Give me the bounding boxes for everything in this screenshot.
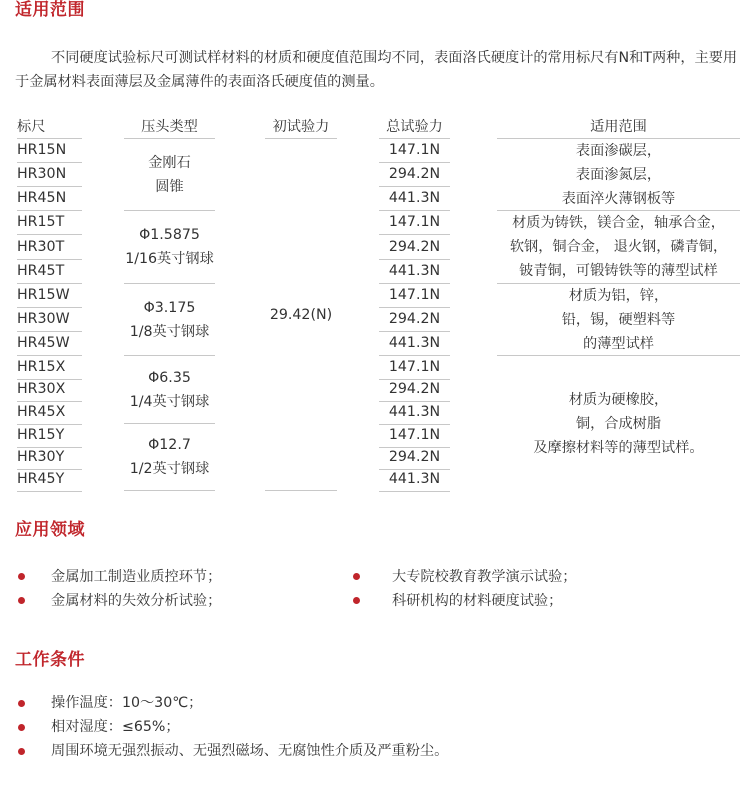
indenter-line: 1/4英寸钢球 — [129, 393, 210, 410]
scope-line: 铜，合成树脂 — [575, 415, 662, 432]
total-force-cell: 294.2N — [379, 163, 450, 187]
intro-paragraph: 不同硬度试验标尺可测试样材料的材质和硬度值范围均不同，表面洛氏硬度计的常用标尺有N和T两种，主要用于金属材料表面薄层及金属薄件的表面洛氏硬度值的测量。 — [15, 50, 738, 90]
header-grade: 标尺 — [17, 116, 82, 139]
application-item: 金属材料的失效分析试验； — [51, 593, 222, 609]
grade-cell: HR30T — [17, 236, 82, 260]
bullet-dot-icon — [18, 597, 25, 604]
bullet-dot-icon — [18, 724, 25, 731]
total-force-cell: 294.2N — [379, 236, 450, 260]
section-title-scope: 适用范围 — [15, 0, 85, 20]
total-force-cell: 147.1N — [379, 211, 450, 235]
indenter-line: Φ6.35 — [148, 369, 191, 386]
total-force-cell: 294.2N — [379, 446, 450, 470]
indenter-line: 1/8英寸钢球 — [129, 323, 210, 340]
grade-cell: HR15Y — [17, 424, 82, 448]
scope-line: 的薄型试样 — [583, 335, 654, 352]
indenter-line: Φ1.5875 — [139, 227, 200, 243]
total-force-cell: 147.1N — [379, 356, 450, 380]
grade-cell: HR45T — [17, 260, 82, 284]
condition-item: 相对湿度：≤65%； — [51, 719, 180, 735]
application-item: 科研机构的材料硬度试验； — [392, 593, 563, 609]
total-force-cell: 294.2N — [379, 308, 450, 332]
indenter-ball-1-2 — [124, 424, 215, 491]
bullet-dot-icon — [353, 597, 360, 604]
total-force-cell: 441.3N — [379, 187, 450, 211]
indenter-ball-1-8 — [124, 284, 215, 356]
scope-line: 表面渗碳层， — [575, 142, 662, 159]
scope-line: 材质为硬橡胶， — [568, 391, 669, 408]
grade-cell: HR30N — [17, 163, 82, 187]
initial-force-cell — [265, 139, 337, 491]
total-force-cell: 294.2N — [379, 378, 450, 402]
bullet-dot-icon — [18, 700, 25, 707]
grade-cell: HR15T — [17, 211, 82, 235]
indenter-line: 1/16英寸钢球 — [125, 251, 214, 267]
bullet-dot-icon — [18, 748, 25, 755]
header-indenter: 压头类型 — [124, 116, 215, 139]
indenter-ball-1-16 — [124, 211, 215, 284]
scope-block-n — [497, 139, 740, 211]
indenter-line: 圆锥 — [155, 178, 184, 195]
scope-line: 铍青铜，可锻铸铁等的薄型试样 — [519, 263, 718, 279]
grade-cell: HR45N — [17, 187, 82, 211]
section-title-applications: 应用领域 — [15, 520, 85, 540]
grade-cell: HR45W — [17, 332, 82, 356]
grade-cell: HR45Y — [17, 468, 82, 492]
application-item: 大专院校教育教学演示试验； — [392, 569, 577, 585]
condition-item: 周围环境无强烈振动、无强烈磁场、无腐蚀性介质及严重粉尘。 — [51, 743, 449, 759]
indenter-diamond-cone — [124, 139, 215, 211]
grade-cell: HR30X — [17, 378, 82, 402]
scope-line: 及摩擦材料等的薄型试样。 — [533, 439, 704, 456]
total-force-cell: 441.3N — [379, 468, 450, 492]
indenter-line: Φ12.7 — [148, 437, 191, 453]
grade-cell: HR15W — [17, 284, 82, 308]
bullet-dot-icon — [353, 573, 360, 580]
header-scope: 适用范围 — [497, 116, 740, 139]
initial-force-value: 29.42(N) — [269, 306, 333, 323]
total-force-cell: 441.3N — [379, 401, 450, 425]
total-force-cell: 147.1N — [379, 424, 450, 448]
scope-block-t — [497, 211, 740, 284]
indenter-line: Φ3.175 — [143, 299, 196, 316]
bullet-dot-icon — [18, 573, 25, 580]
total-force-cell: 147.1N — [379, 284, 450, 308]
total-force-cell: 147.1N — [379, 139, 450, 163]
scope-line: 软钢，铜合金， 退火钢，磷青铜， — [509, 239, 728, 255]
application-item: 金属加工制造业质控环节； — [51, 569, 222, 585]
total-force-cell: 441.3N — [379, 260, 450, 284]
grade-cell: HR15X — [17, 356, 82, 380]
scope-line: 表面淬火薄钢板等 — [561, 190, 676, 207]
grade-cell: HR30Y — [17, 446, 82, 470]
scope-line: 材质为铝，锌， — [568, 287, 669, 304]
scope-block-xy — [497, 356, 740, 491]
scope-line: 材质为铸铁，镁合金，轴承合金， — [512, 215, 725, 231]
scope-block-w — [497, 284, 740, 356]
grade-cell: HR15N — [17, 139, 82, 163]
header-total-force: 总试验力 — [379, 116, 450, 139]
indenter-line: 1/2英寸钢球 — [129, 461, 210, 477]
indenter-line: 金刚石 — [148, 154, 191, 171]
condition-item: 操作温度：10～30℃； — [51, 695, 203, 711]
grade-cell: HR45X — [17, 401, 82, 425]
total-force-cell: 441.3N — [379, 332, 450, 356]
header-initial-force: 初试验力 — [265, 116, 337, 139]
scope-line: 表面渗氮层， — [575, 166, 662, 183]
grade-cell: HR30W — [17, 308, 82, 332]
indenter-ball-1-4 — [124, 356, 215, 424]
section-title-conditions: 工作条件 — [15, 650, 85, 670]
scope-line: 铅，锡，硬塑料等 — [561, 311, 676, 328]
